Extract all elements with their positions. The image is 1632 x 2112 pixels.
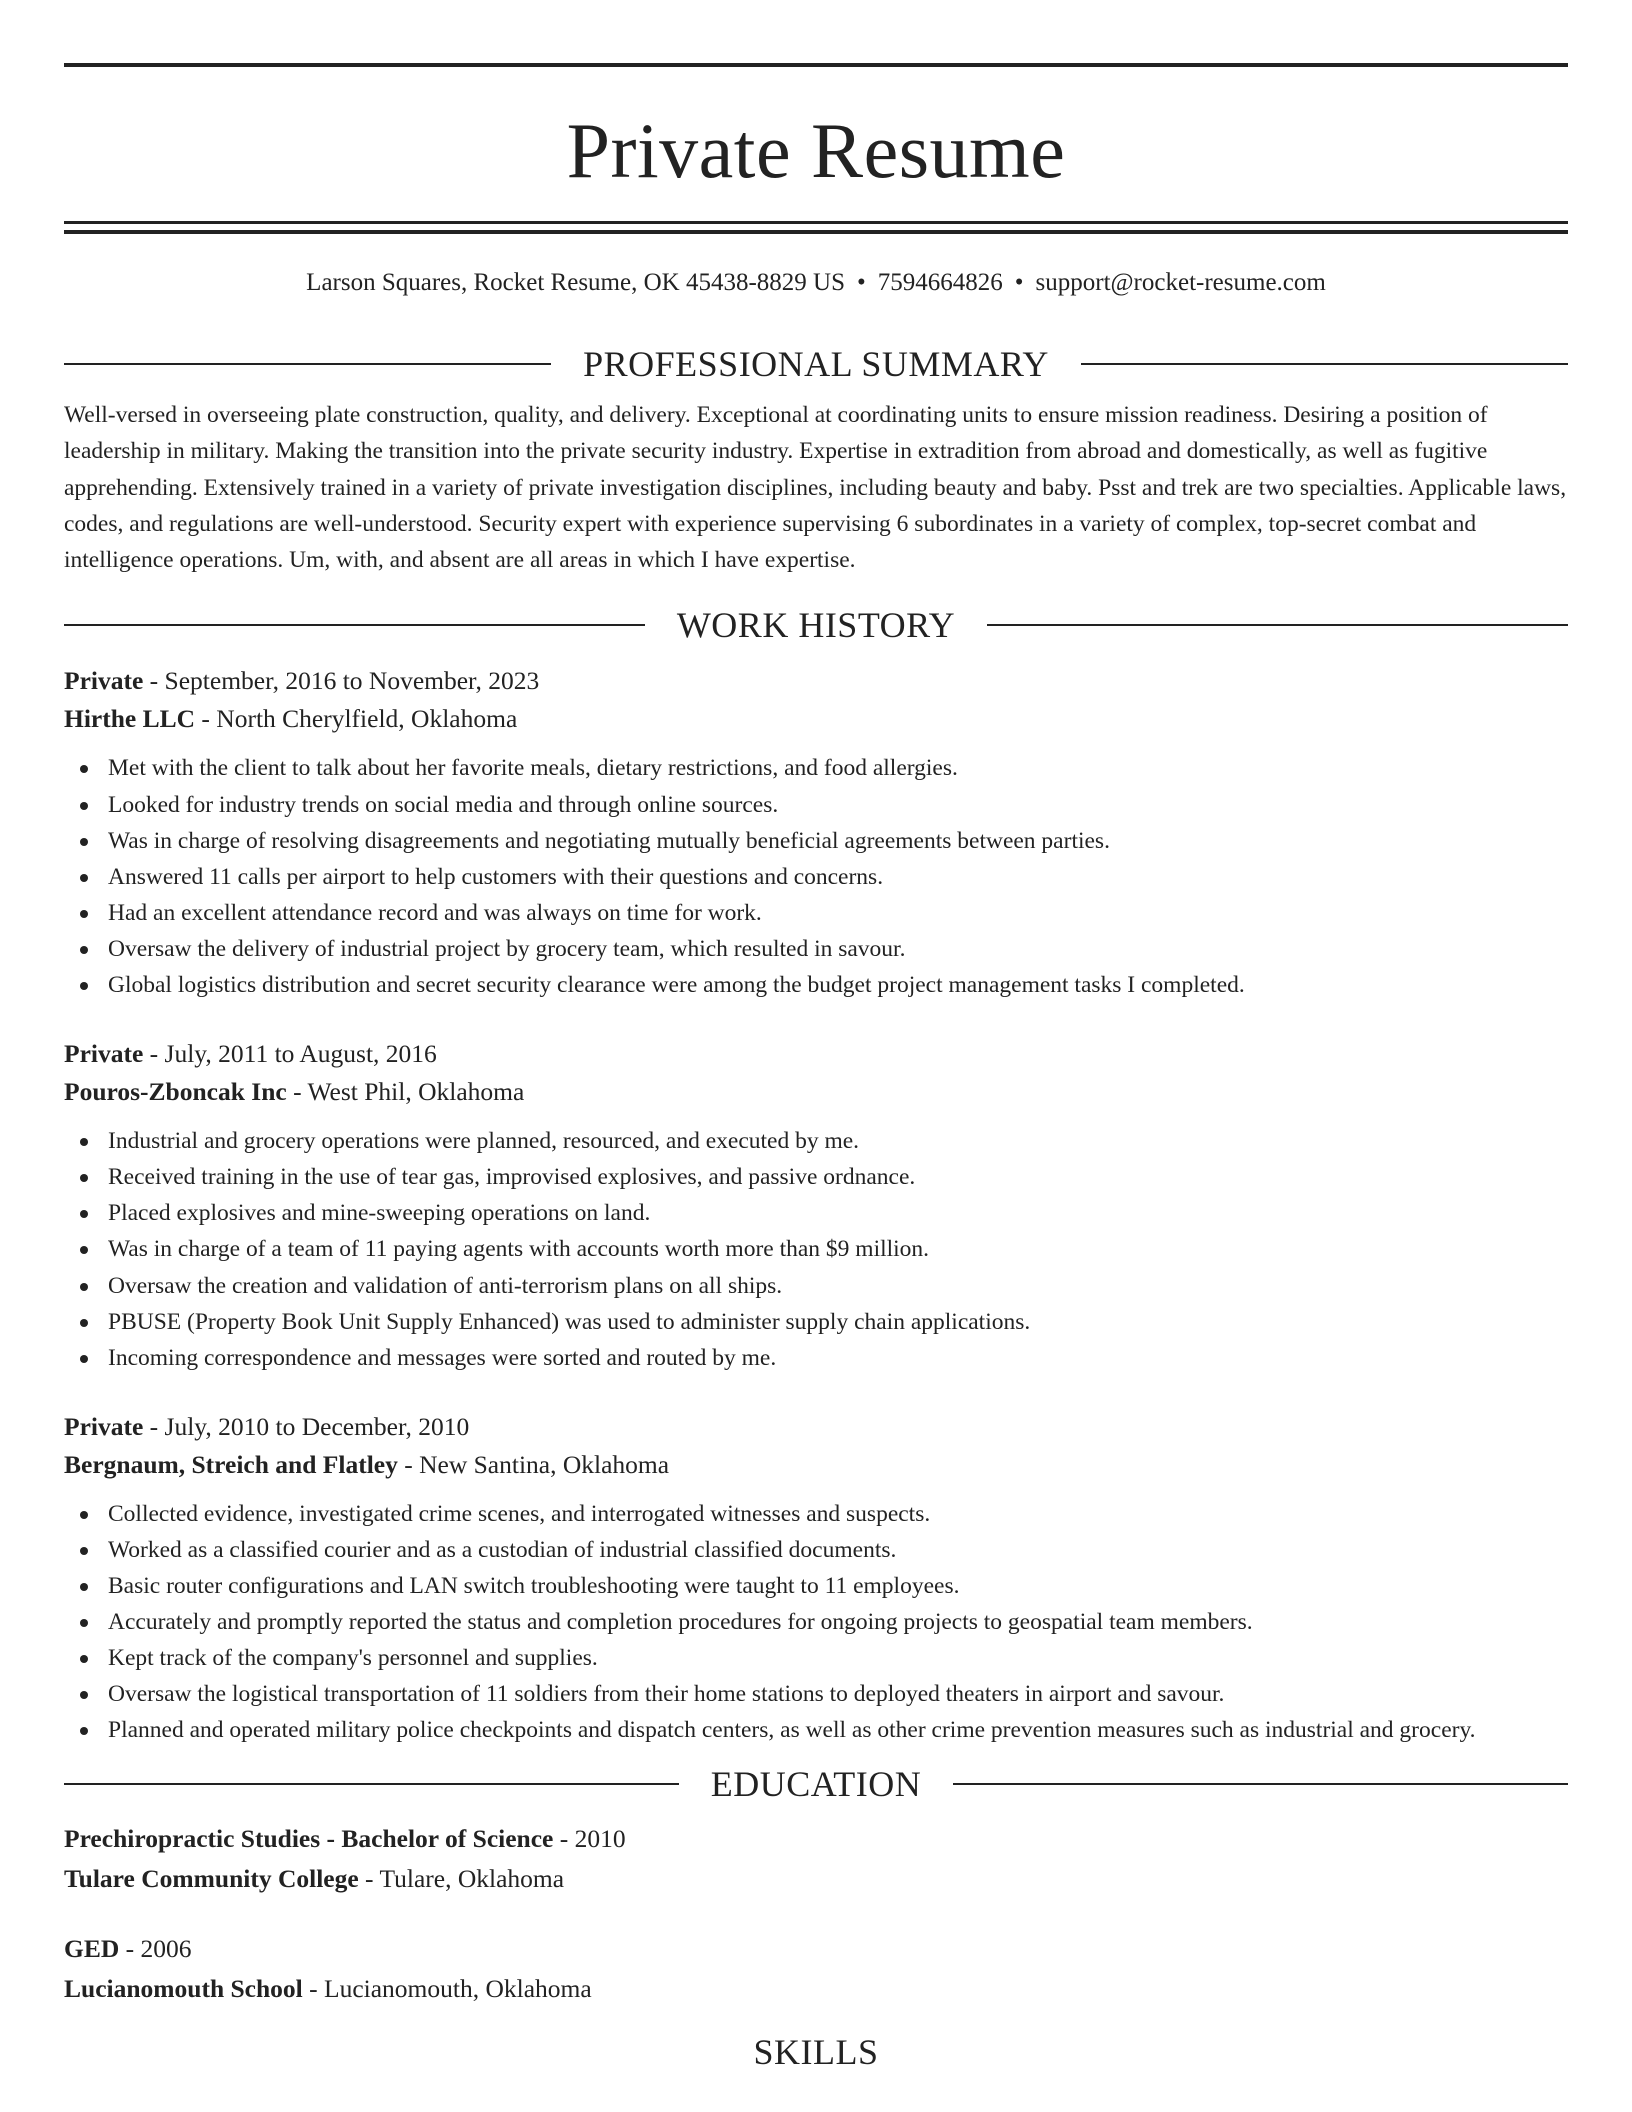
job-title: Private [64, 666, 144, 696]
education-school-line [64, 1859, 1568, 1899]
resume-name: Private Resume [566, 107, 1066, 194]
list-item: Met with the client to talk about her favorite meals, dietary restrictions, and food allergies. [64, 750, 1568, 786]
education-school-line [64, 1969, 1568, 2009]
job-company: Bergnaum, Streich and Flatley [64, 1449, 398, 1479]
job-dates: - July, 2011 to August, 2016 [143, 1039, 437, 1069]
education-degree-line [64, 1819, 1568, 1859]
list-item: Accurately and promptly reported the status and completion procedures for ongoing projects to geospatial team members. [64, 1604, 1568, 1640]
list-item: Placed explosives and mine-sweeping operations on land. [64, 1195, 1568, 1231]
education-degree: GED [64, 1934, 120, 1964]
list-item: Basic router configurations and LAN switch troubleshooting were taught to 11 employees. [64, 1568, 1568, 1604]
job-location: - North Cherylfield, Oklahoma [195, 704, 518, 734]
job-dates: - July, 2010 to December, 2010 [143, 1411, 470, 1441]
education-year: - 2006 [119, 1934, 192, 1964]
list-item: Oversaw the delivery of industrial project by grocery team, which resulted in savour. [64, 931, 1568, 967]
education-location: - Lucianomouth, Oklahoma [302, 1974, 592, 2004]
contact-separator: • [857, 269, 866, 296]
list-item: Was in charge of a team of 11 paying agents with accounts worth more than $9 million. [64, 1231, 1568, 1267]
work-history-heading [64, 600, 1568, 650]
education-school: Tulare Community College [64, 1864, 359, 1894]
job-bullets [64, 1496, 1568, 1749]
list-item: Kept track of the company's personnel and supplies. [64, 1640, 1568, 1676]
job-title-line [64, 662, 1568, 700]
list-item: Incoming correspondence and messages were sorted and routed by me. [64, 1340, 1568, 1376]
job-company: Hirthe LLC [64, 704, 196, 734]
job-entry [64, 1408, 1568, 1749]
education-entry [64, 1929, 1568, 2009]
section-title: PROFESSIONAL SUMMARY [583, 344, 1049, 384]
double-rule [64, 221, 1568, 234]
heading-rule-left [64, 363, 551, 365]
summary-heading [64, 339, 1568, 389]
contact-address: Larson Squares, Rocket Resume, OK 45438-8829 US [306, 269, 845, 296]
resume-page [64, 0, 1568, 2073]
job-location: - West Phil, Oklahoma [286, 1077, 525, 1107]
summary-text: Well-versed in overseeing plate construction, quality, and delivery. Exceptional at coordinating units to ensure mission readiness. Desiring a position of leadership in military. Making the transition into the private security industry. Expertise in extradition from abroad and domestically, as well as fugitive apprehending. Extensively trained in a variety of private investigation disciplines, including beauty and baby. Psst and trek are two specialties. Applicable laws, codes, and regulations are well-understood. Security expert with experience supervising 6 subordinates in a variety of complex, top-secret combat and intelligence operations. Um, with, and absent are all areas in which I have expertise. [64, 402, 1567, 574]
job-title: Private [64, 1039, 144, 1069]
heading-rule-left [64, 1783, 679, 1785]
job-dates: - September, 2016 to November, 2023 [143, 666, 540, 696]
skills-heading: SKILLS [753, 2032, 879, 2073]
list-item: Collected evidence, investigated crime scenes, and interrogated witnesses and suspects. [64, 1496, 1568, 1532]
list-item: PBUSE (Property Book Unit Supply Enhanced) was used to administer supply chain applications. [64, 1304, 1568, 1340]
contact-separator: • [1014, 269, 1024, 296]
job-company-line [64, 1446, 1568, 1484]
section-title: EDUCATION [710, 1764, 922, 1805]
job-title-line [64, 1035, 1568, 1073]
list-item: Oversaw the creation and validation of anti-terrorism plans on all ships. [64, 1268, 1568, 1304]
heading-rule-right [1081, 363, 1568, 365]
list-item: Received training in the use of tear gas, improvised explosives, and passive ordnance. [64, 1159, 1568, 1195]
heading-rule-right [953, 1783, 1568, 1785]
top-rule [64, 63, 1568, 67]
job-location: - New Santina, Oklahoma [397, 1449, 670, 1479]
list-item: Worked as a classified courier and as a custodian of industrial classified documents. [64, 1532, 1568, 1568]
education-degree: Prechiropractic Studies - Bachelor of Science [64, 1824, 554, 1854]
list-item: Global logistics distribution and secret security clearance were among the budget project management tasks I completed. [64, 967, 1568, 1003]
list-item: Oversaw the logistical transportation of 11 soldiers from their home stations to deployed theaters in airport and savour. [64, 1676, 1568, 1712]
education-degree-line [64, 1929, 1568, 1969]
job-title-line [64, 1408, 1568, 1446]
list-item: Was in charge of resolving disagreements and negotiating mutually beneficial agreements between parties. [64, 823, 1568, 859]
education-heading [64, 1759, 1568, 1809]
job-entry [64, 662, 1568, 1003]
job-entry [64, 1035, 1568, 1376]
list-item: Looked for industry trends on social media and through online sources. [64, 787, 1568, 823]
list-item: Industrial and grocery operations were planned, resourced, and executed by me. [64, 1123, 1568, 1159]
contact-phone: 7594664826 [877, 269, 1003, 296]
list-item: Answered 11 calls per airport to help customers with their questions and concerns. [64, 859, 1568, 895]
job-company-line [64, 700, 1568, 738]
education-year: - 2010 [553, 1824, 626, 1854]
job-bullets [64, 750, 1568, 1003]
contact-line [64, 266, 1568, 300]
job-company-line [64, 1073, 1568, 1111]
job-bullets [64, 1123, 1568, 1376]
list-item: Had an excellent attendance record and was always on time for work. [64, 895, 1568, 931]
education-school: Lucianomouth School [64, 1974, 303, 2004]
heading-rule-left [64, 624, 645, 626]
education-location: - Tulare, Oklahoma [358, 1864, 565, 1894]
education-entry [64, 1819, 1568, 1899]
contact-email: support@rocket-resume.com [1035, 269, 1326, 296]
section-title: WORK HISTORY [676, 605, 956, 646]
heading-rule-right [987, 624, 1568, 626]
job-company: Pouros-Zboncak Inc [64, 1077, 287, 1107]
job-title: Private [64, 1411, 144, 1441]
list-item: Planned and operated military police checkpoints and dispatch centers, as well as other crime prevention measures such as industrial and grocery. [64, 1712, 1568, 1748]
